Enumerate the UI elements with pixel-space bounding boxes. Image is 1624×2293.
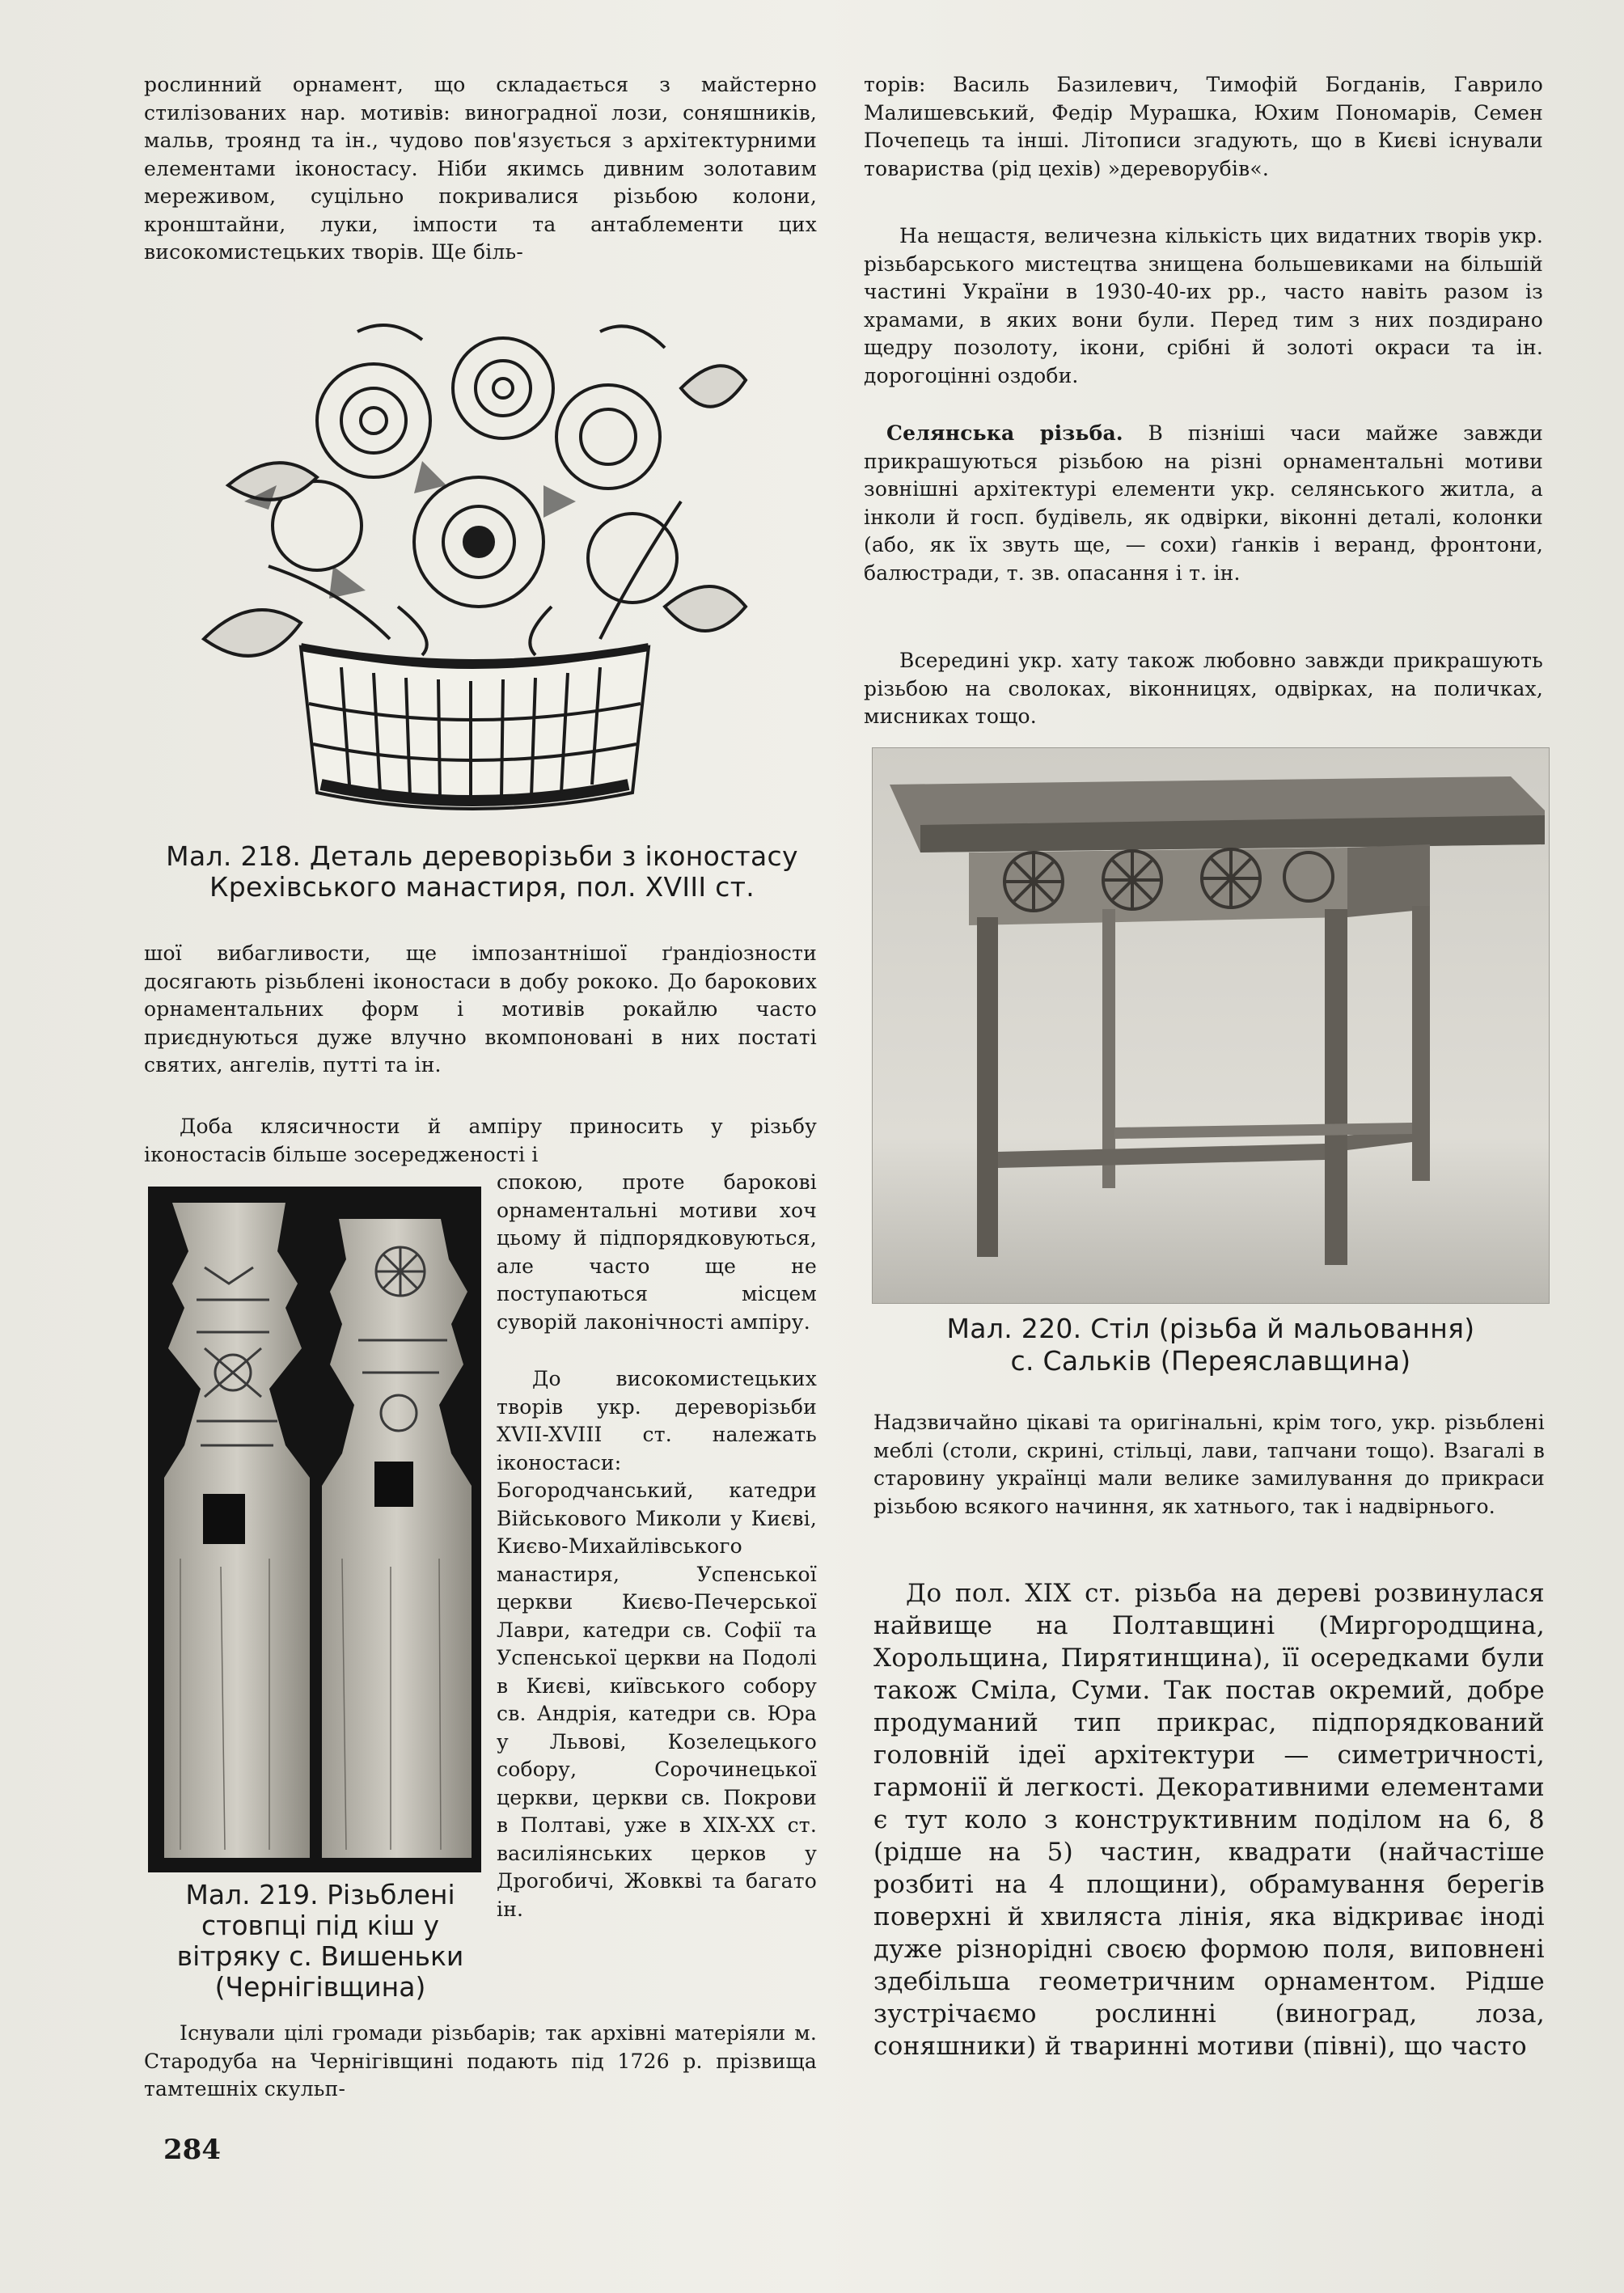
right-peasant-paragraph <box>864 420 1543 587</box>
figure-220-image <box>872 747 1550 1304</box>
left-classicism-lead: Доба клясичности й ампіру приносить у різьбу іконостасів більше зосередженості і <box>144 1115 817 1166</box>
right-furniture-paragraph: Надзвичайно цікаві та оригінальні, крім того, укр. різьблені меблі (столи, скрині, стільці, лави, тапчани тощо). Взагалі в старовину українці мали велике замилування до прикраси різьбою всякого начиння, як хатнього, так і надвірнього. <box>873 1411 1545 1518</box>
page-number: 284 <box>163 2134 221 2166</box>
left-bottom-paragraph: Існували цілі громади різьбарів; так архівні матеріяли м. Стародуба на Чернігівщині подають під 1726 р. прізвища тамтешніх скульп- <box>144 2021 817 2101</box>
right-destroyed-paragraph: На нещастя, величезна кількість цих видатних творів укр. різьбарського мистецтва знищена большевиками на більшій частині України в 1930-40-их рр., часто навіть разом із храмами, в яких вони були. Перед тим з них поздирано щедру позолоту, ікони, срібні й золоті окраси та ін. дорогоцінні оздоби. <box>864 224 1543 387</box>
figure-219-image <box>148 1187 481 1872</box>
carved-posts-photo <box>148 1187 481 1872</box>
peasant-carving-text: В пізніші часи майже завжди прикрашуються різьбою на різні орнаментальні мотиви зовнішні архітектурі елементи укр. селянського житла, а інколи й госп. будівель, як одвірки, віконні деталі, колонки (або, як їх звуть ще, — сохи) ґанків і веранд, фронтони, балюстради, т. зв. опасання і т. ін. <box>864 421 1543 585</box>
right-poltava-paragraph: До пол. XIX ст. різьба на дереві розвинулася найвище на Полтавщині (Миргородщина, Хорольщина, Пирятинщина), її осередками були також Сміла, Суми. Так постав окремий, добре продуманий тип прикрас, підпорядкований головній ідеї архітектури — симетричності, гармонії й легкості. Декоративними елементами є тут коло з конструктивним поділом на 6, 8 (рідше на 5) частин, квадрати (найчастіше розбиті на 4 площини), обрамування берегів поверхні й хвиляста лінія, яка відкриває іноді дуже різнорідні своєю формою поля, виповнені здебільша геометричним орнаментом. Рідше зустрічаємо рослинні (виноград, лоза, соняшники) й тваринні мотиви (півні), що часто <box>873 1579 1545 2061</box>
right-inside-paragraph: Всередині укр. хату також любовно завжди прикрашують різьбою на сволоках, віконницях, одвірках, на поличках, мисниках тощо. <box>864 649 1543 728</box>
left-baroque-paragraph: шої вибагливости, ще імпозантнішої ґрандіозности досягають різьблені іконостаси в добу рококо. До барокових орнаментальних форм і мотивів рокайлю часто приєднуються дуже влучно вкомпоновані в них постаті святих, ангелів, путті та ін. <box>144 941 817 1077</box>
left-classicism-wrap: спокою, проте барокові орнаментальні мотиви хоч цьому й підпорядковуються, але часто ще не поступаються місцем суворій лаконічності ампіру. <box>497 1170 817 1334</box>
right-names-paragraph: торів: Василь Базилевич, Тимофій Богданів, Гаврило Малишевський, Федір Мурашка, Юхим Пономарів, Семен Почепець та інші. Літописи згадують, що в Києві існували товариства (рід цехів) »дереворубів«. <box>864 73 1543 180</box>
figure-218-image <box>180 299 763 835</box>
figure-219-caption: Мал. 219. Різьблені стовпці під кіш у вітряку с. Вишеньки (Чернігівщина) <box>176 1879 464 2003</box>
left-top-paragraph: рослинний орнамент, що складається з майстерно стилізованих нар. мотивів: виноградної лози, соняшників, мальв, троянд та ін., чудово пов'язується з архітектурними елементами іконостасу. Ніби якимсь дивним золотавим мереживом, суцільно покривалися різьбою колони, кронштайни, луки, імпости та антаблементи цих високомистецьких творів. Ще біль- <box>144 73 817 264</box>
figure-220-caption-line1: Мал. 220. Стіл (різьба й мальовання) <box>946 1313 1475 1344</box>
figure-220-caption-line2: с. Сальків (Переяславщина) <box>1010 1345 1411 1377</box>
left-masters-paragraph: До високомистецьких творів укр. дереворізьби XVII-XVIII ст. належать іконостаси: Богородчанський, катедри Військового Миколи у Києві, Києво-Михайлівського манастиря, Успенської церкви Києво-Печерської Лаври, катедри св. Софії та Успенської церкви на Подолі в Києві, київського собору св. Андрія, катедри св. Юра у Львові, Козелецького собору, Сорочинецької церкви, церкви св. Покрови в Полтаві, уже в XIX-XX ст. василіянських церков у Дрогобичі, Жовкві та багато ін. <box>497 1367 817 1921</box>
figure-218-caption: Мал. 218. Деталь дереворізьби з іконостасу Крехівського манастиря, пол. XVIII ст. <box>166 840 798 903</box>
peasant-carving-heading: Селянська різьба. <box>886 421 1123 445</box>
carved-table-photo <box>872 747 1550 1304</box>
carved-basket-drawing <box>180 299 763 835</box>
